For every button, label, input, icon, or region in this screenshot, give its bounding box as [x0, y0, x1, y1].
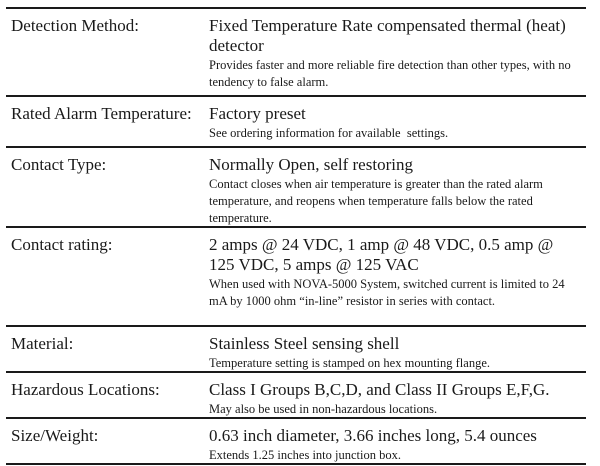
spec-note: Provides faster and more reliable fire detection than other types, with no tendency to false alarm.	[209, 58, 571, 89]
spec-value: Stainless Steel sensing shell	[209, 334, 400, 353]
spec-row-rated-alarm-temperature	[6, 95, 586, 146]
spec-note: See ordering information for available settings.	[209, 126, 449, 140]
spec-label: Hazardous Locations:	[11, 380, 160, 399]
spec-value-cell	[209, 327, 586, 372]
spec-row-material	[6, 325, 586, 371]
spec-row-contact-type	[6, 146, 586, 226]
spec-row-contact-rating	[6, 226, 586, 325]
spec-value: 2 amps @ 24 VDC, 1 amp @ 48 VDC, 0.5 amp @ 125 VDC, 5 amps @ 125 VAC	[209, 235, 554, 274]
spec-value: Fixed Temperature Rate compensated thermal (heat) detector	[209, 16, 566, 55]
spec-row-hazardous-locations	[6, 371, 586, 417]
spec-value-cell	[209, 97, 586, 142]
spec-value: Class I Groups B,C,D, and Class II Groups E,F,G.	[209, 380, 550, 399]
spec-value-cell	[209, 419, 586, 464]
spec-label: Contact rating:	[11, 235, 113, 254]
spec-label: Rated Alarm Temperature:	[11, 104, 192, 123]
spec-label: Detection Method:	[11, 16, 139, 35]
spec-value: 0.63 inch diameter, 3.66 inches long, 5.4 ounces	[209, 426, 537, 445]
spec-note: May also be used in non-hazardous locations.	[209, 402, 438, 416]
spec-note: When used with NOVA-5000 System, switched current is limited to 24 mA by 1000 ohm “in-line” resistor in series with contact.	[209, 277, 565, 308]
spec-value-cell	[209, 148, 586, 227]
spec-row-size-weight	[6, 417, 586, 465]
spec-note: Temperature setting is stamped on hex mounting flange.	[209, 356, 490, 370]
spec-note: Contact closes when air temperature is greater than the rated alarm temperature, and reopens when temperature falls below the rated temperature.	[209, 177, 543, 225]
spec-value-cell	[209, 373, 586, 418]
spec-value: Factory preset	[209, 104, 306, 123]
spec-value-cell	[209, 9, 596, 91]
spec-note: Extends 1.25 inches into junction box.	[209, 448, 401, 462]
spec-label: Material:	[11, 334, 74, 353]
spec-table	[6, 7, 586, 465]
spec-label: Contact Type:	[11, 155, 107, 174]
spec-value-cell	[209, 228, 591, 310]
spec-row-detection-method	[6, 7, 586, 95]
spec-label: Size/Weight:	[11, 426, 99, 445]
spec-value: Normally Open, self restoring	[209, 155, 413, 174]
